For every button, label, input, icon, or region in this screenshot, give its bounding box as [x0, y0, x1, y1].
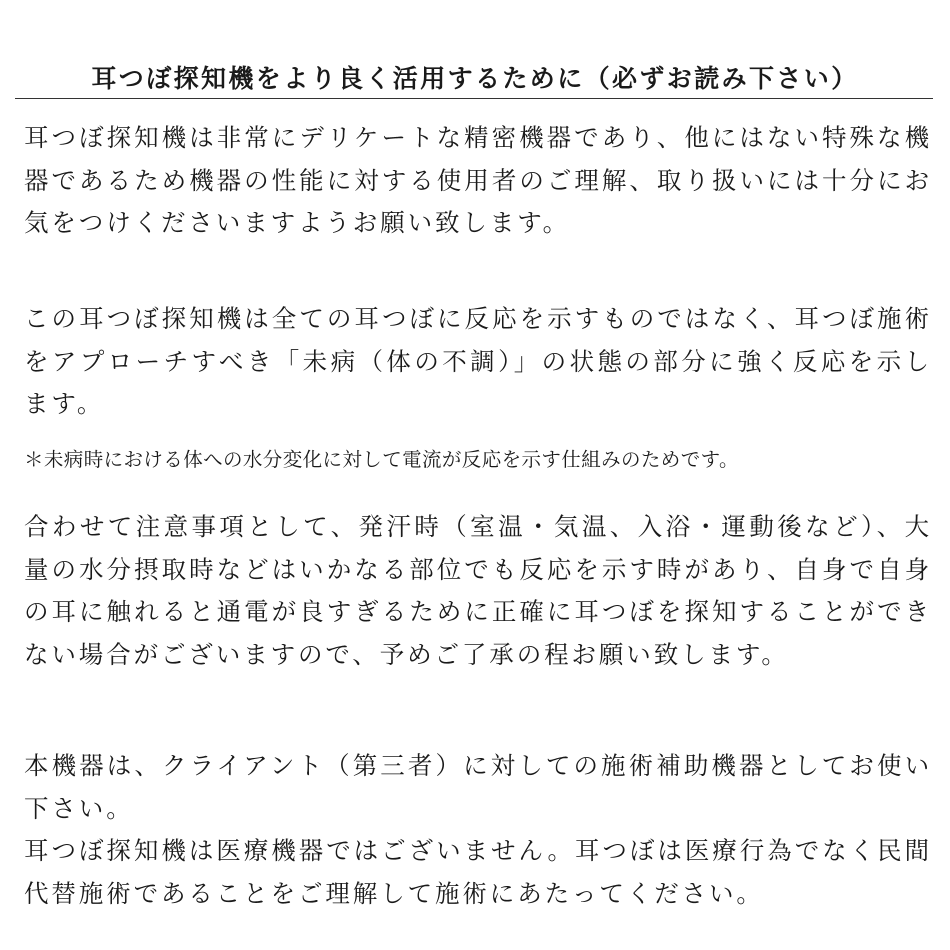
- caution-paragraph: 合わせて注意事項として、発汗時（室温・気温、入浴・運動後など）、大量の水分摂取時などはいかなる部位でも反応を示す時があり、自身で自身の耳に触れると通電が良すぎるために正確に耳つぼを探知することができない場合がございますので、予めご了承の程お願い致します。: [24, 512, 932, 669]
- usage-section: [24, 745, 932, 915]
- reaction-paragraph: この耳つぼ探知機は全ての耳つぼに反応を示すものではなく、耳つぼ施術をアプローチすべき「未病（体の不調）」の状態の部分に強く反応を示します。: [24, 304, 932, 418]
- footnote: ＊未病時における体への水分変化に対して電流が反応を示す仕組みのためです。: [24, 448, 739, 471]
- usage-paragraph: 本機器は、クライアント（第三者）に対しての施術補助機器としてお使い下さい。: [24, 751, 932, 823]
- page-title: 耳つぼ探知機をより良く活用するために（必ずお読み下さい）: [91, 63, 859, 93]
- intro-paragraph: 耳つぼ探知機は非常にデリケートな精密機器であり、他にはない特殊な機器であるため機器の性能に対する使用者のご理解、取り扱いには十分にお気をつけくださいますようお願い致します。: [24, 123, 932, 237]
- title-divider: [15, 98, 933, 99]
- disclaimer-paragraph: 耳つぼ探知機は医療機器ではございません。耳つぼは医療行為でなく民間代替施術であることをご理解して施術にあたってください。: [24, 836, 932, 908]
